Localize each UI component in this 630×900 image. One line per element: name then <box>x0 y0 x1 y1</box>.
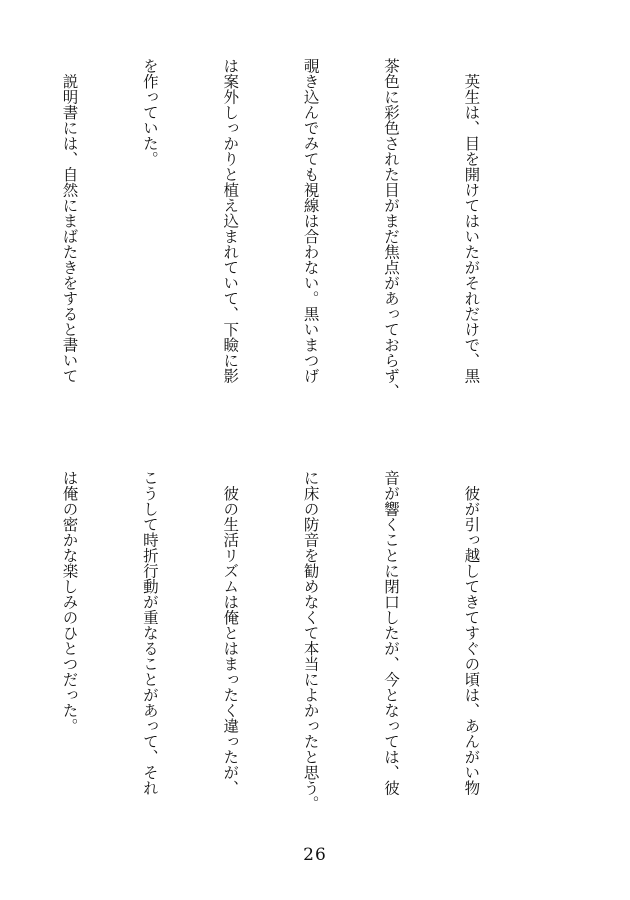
text-line: は俺の密かな楽しみのひとつだった。 <box>60 470 79 734</box>
text-line: 説明書には、自然にまばたきをすると書いて <box>60 58 79 384</box>
text-line: に床の防音を勧めなくて本当によかったと思う。 <box>301 470 320 811</box>
text-line: を作っていた。 <box>140 58 159 167</box>
page-number: 26 <box>303 845 327 865</box>
text-line <box>0 470 2 822</box>
upper-text-block <box>0 58 538 458</box>
text-line: 英生は、目を開けてはいたがそれだけで、黒 <box>462 58 481 384</box>
lower-text-block <box>0 470 538 822</box>
text-line: 音が響くことに閉口したが、今となっては、彼 <box>382 470 401 796</box>
text-line: 彼が引っ越してきてすぐの頃は、あんがい物 <box>462 470 481 796</box>
text-line: 彼の生活リズムは俺とはまったく違ったが、 <box>221 470 240 796</box>
text-line: 覗き込んでみても視線は合わない。黒いまつげ <box>301 58 320 384</box>
text-line: 茶色に彩色された目がまだ焦点があっておらず、 <box>382 58 401 399</box>
text-line: は案外しっかりと植え込まれていて、下瞼に影 <box>221 58 240 384</box>
text-line: こうして時折行動が重なることがあって、それ <box>140 470 159 796</box>
text-line <box>0 58 2 458</box>
